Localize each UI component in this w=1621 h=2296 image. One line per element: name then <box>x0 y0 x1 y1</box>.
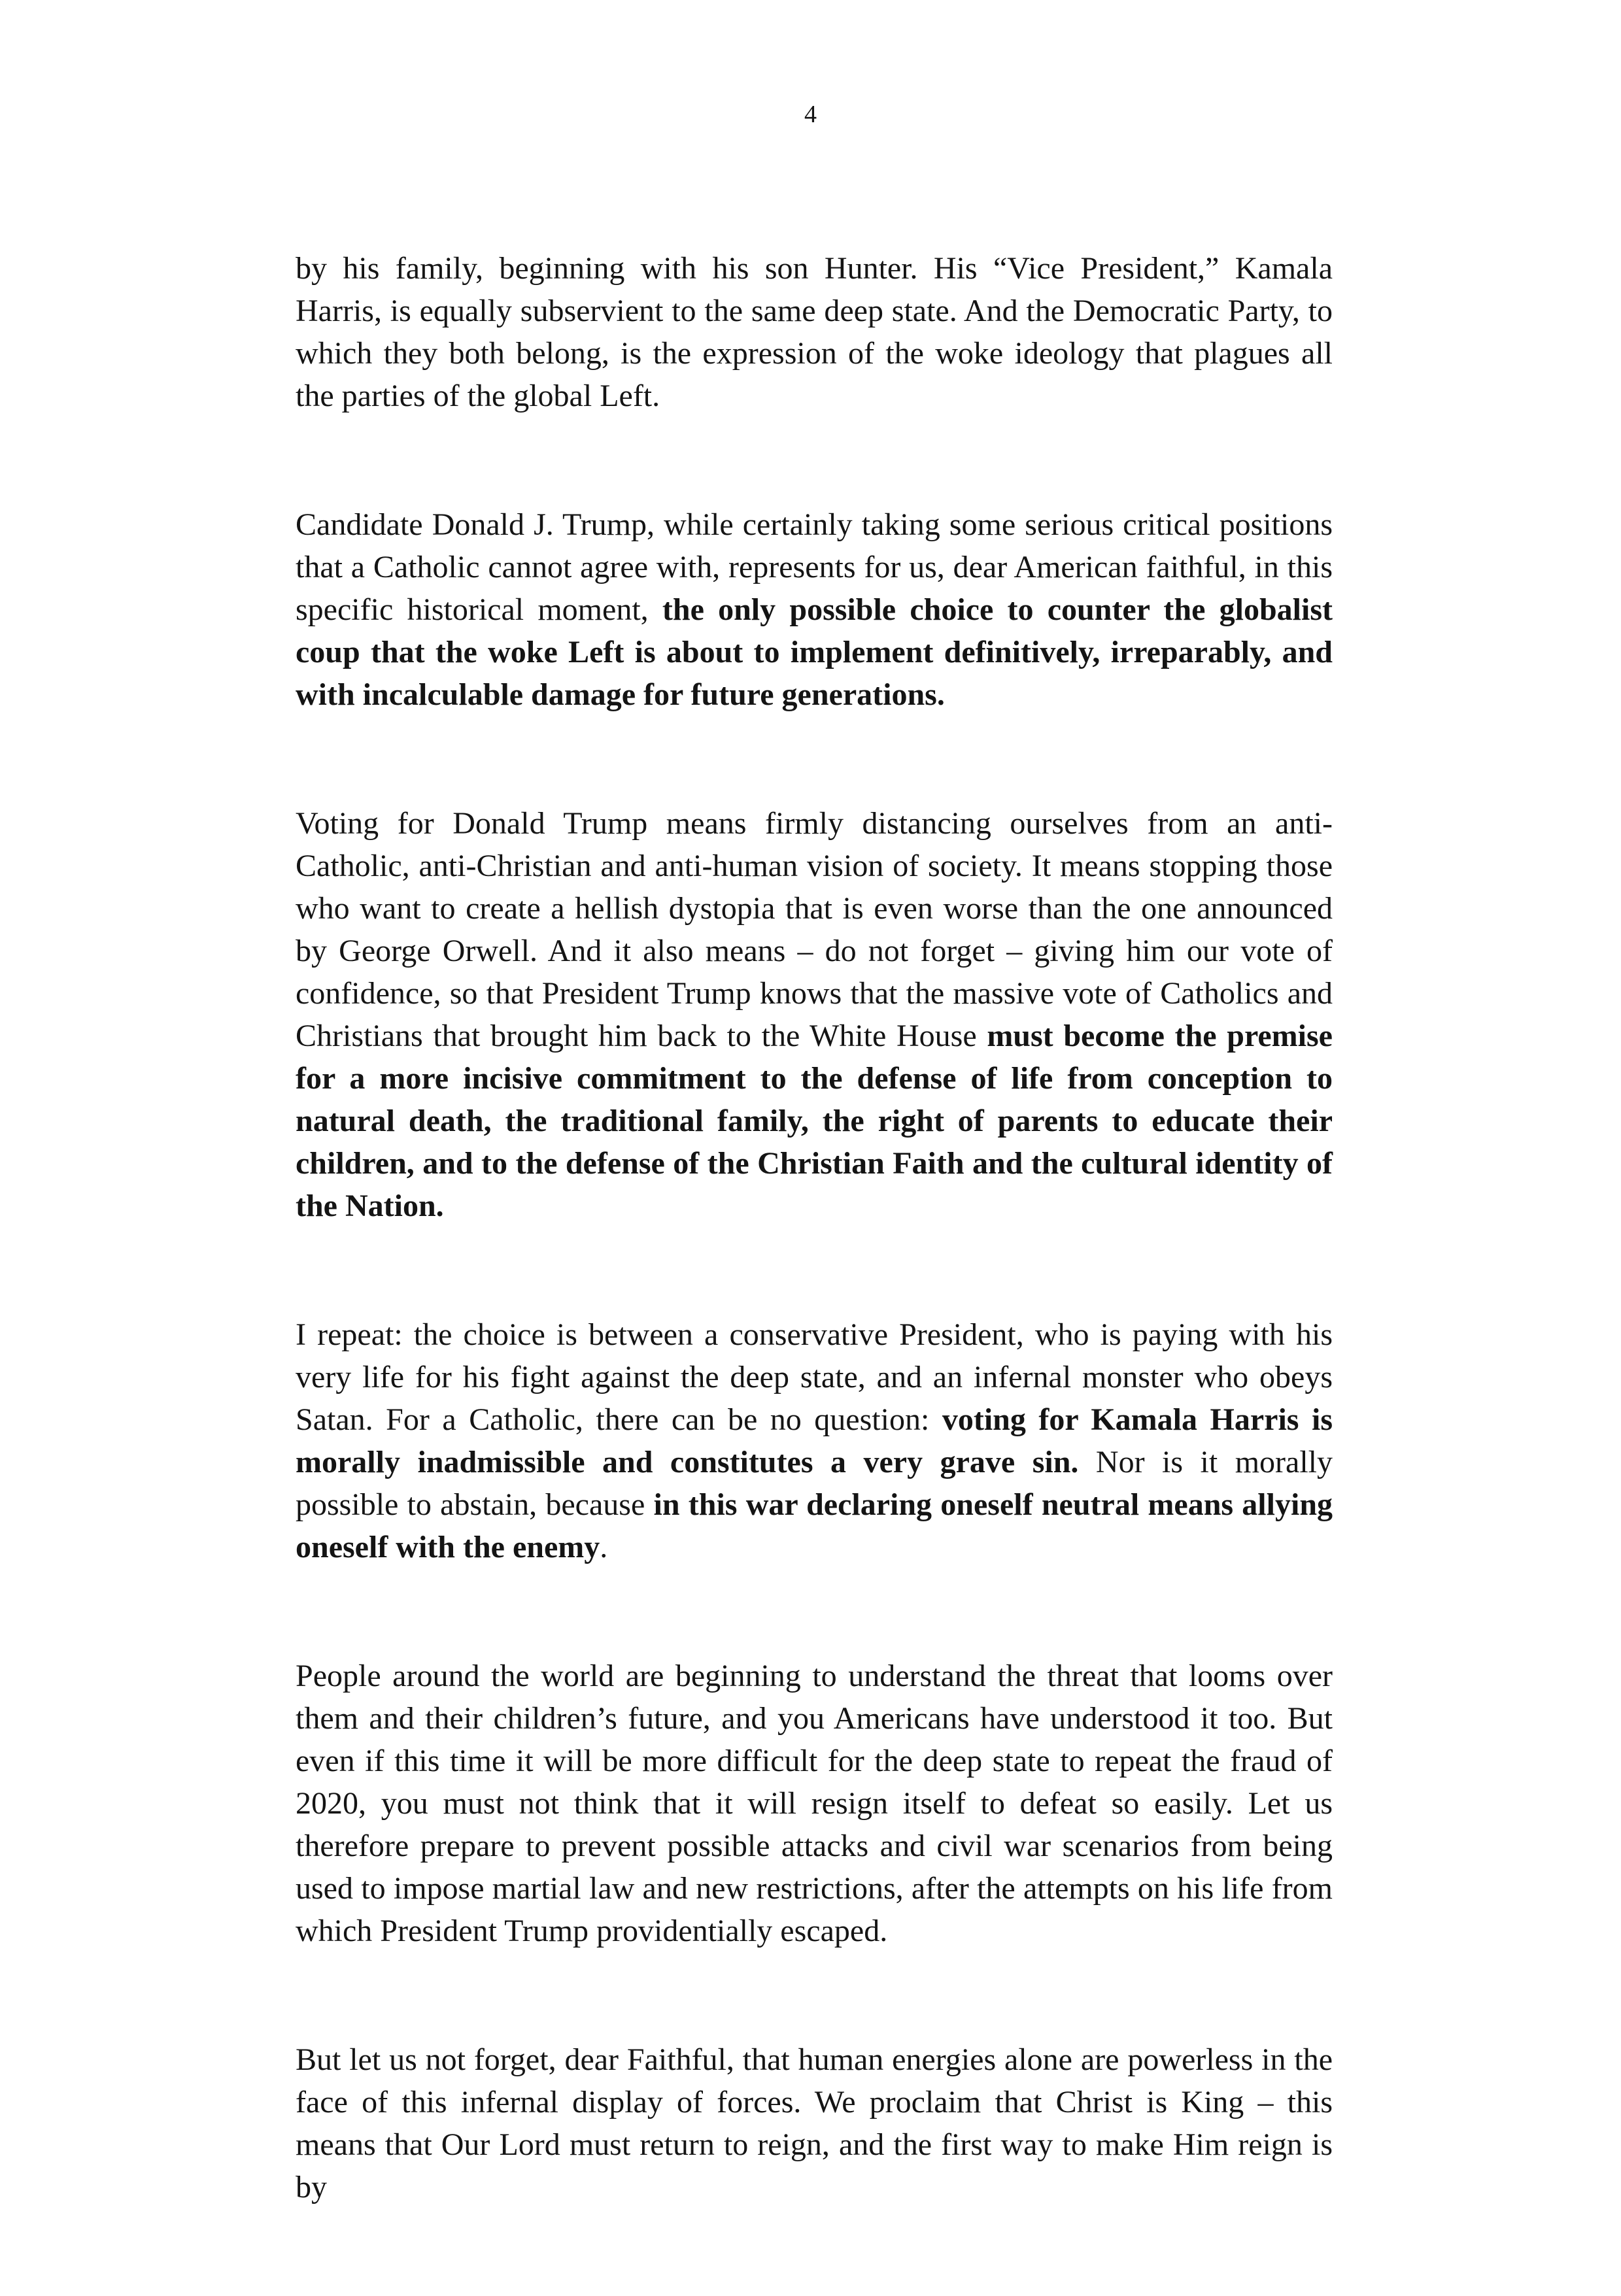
paragraph-1 <box>296 247 1333 417</box>
paragraph-5 <box>296 1655 1333 1952</box>
paragraph-text: by his family, beginning with his son Hunter. His “Vice President,” Kamala Harris, is equally subservient to the same deep state. And the Democratic Party, to which they both belong, is the expression of the woke ideology that plagues all the parties of the global Left. <box>296 251 1333 413</box>
paragraph-4 <box>296 1313 1333 1568</box>
emphasis-text: in this war declaring oneself neutral means allying oneself with the enemy <box>296 1487 1333 1564</box>
paragraph-text: Candidate Donald J. Trump, while certainly taking some serious critical positions that a Catholic cannot agree with, represents for us, dear American faithful, in this specific historical moment, <box>296 507 1333 627</box>
paragraph-text: Voting for Donald Trump means firmly distancing ourselves from an anti-Catholic, anti-Christian and anti-human vision of society. It means stopping those who want to create a hellish dystopia that is even worse than the one announced by George Orwell. And it also means – do not forget – giving him our vote of confidence, so that President Trump knows that the massive vote of Catholics and Christians that brought him back to the White House <box>296 806 1333 1053</box>
paragraph-text: People around the world are beginning to understand the threat that looms over them and their children’s future, and you Americans have understood it too. But even if this time it will be more difficult for the deep state to repeat the fraud of 2020, you must not think that it will resign itself to defeat so easily. Let us therefore prepare to prevent possible attacks and civil war scenarios from being used to impose martial law and new restrictions, after the attempts on his life from which President Trump providentially escaped. <box>296 1659 1333 1948</box>
paragraph-6 <box>296 2038 1333 2208</box>
page-number: 4 <box>804 101 817 128</box>
paragraph-3 <box>296 802 1333 1227</box>
paragraph-text: But let us not forget, dear Faithful, that human energies alone are powerless in the face of this infernal display of forces. We proclaim that Christ is King – this means that Our Lord must return to reign, and the first way to make Him reign is by <box>296 2042 1333 2204</box>
paragraph-2 <box>296 503 1333 716</box>
emphasis-text: must become the premise for a more incisive commitment to the defense of life from conception to natural death, the traditional family, the right of parents to educate their children, and to the defense of the Christian Faith and the cultural identity of the Nation. <box>296 1019 1333 1223</box>
paragraph-text: . <box>600 1530 608 1564</box>
paragraph-text: Nor is it morally possible to abstain, because <box>296 1445 1333 1522</box>
emphasis-text: voting for Kamala Harris is morally inadmissible and constitutes a very grave sin. <box>296 1402 1333 1479</box>
document-body <box>296 247 1333 2208</box>
emphasis-text: the only possible choice to counter the globalist coup that the woke Left is about to implement definitively, irreparably, and with incalculable damage for future generations. <box>296 592 1333 712</box>
paragraph-text: I repeat: the choice is between a conservative President, who is paying with his very life for his fight against the deep state, and an infernal monster who obeys Satan. For a Catholic, there can be no question: <box>296 1317 1333 1437</box>
